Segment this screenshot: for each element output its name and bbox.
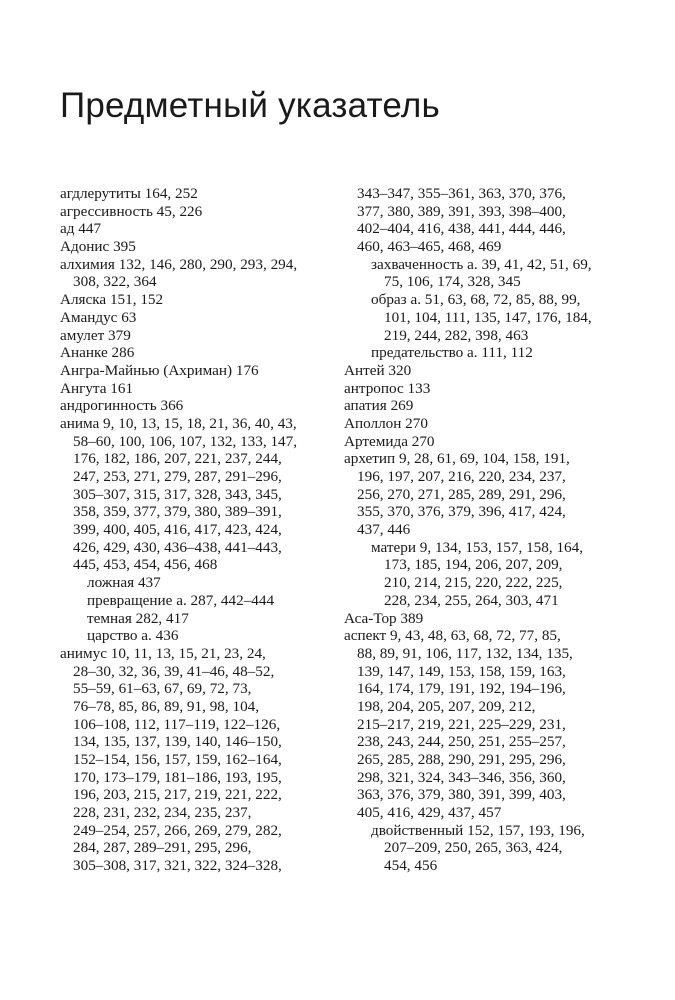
- index-continuation-line: 402–404, 416, 438, 441, 444, 446,: [357, 220, 566, 238]
- index-entry: Артемида 270: [344, 432, 435, 450]
- index-continuation-line: 88, 89, 91, 106, 117, 132, 134, 135,: [357, 644, 573, 662]
- index-entry: Ананке 286: [60, 344, 135, 362]
- index-continuation-line: 249–254, 257, 266, 269, 279, 282,: [73, 821, 282, 839]
- index-continuation-line: 256, 270, 271, 285, 289, 291, 296,: [357, 485, 566, 503]
- index-continuation-line: 426, 429, 430, 436–438, 441–443,: [73, 538, 282, 556]
- index-continuation-line: 196, 197, 207, 216, 220, 234, 237,: [357, 468, 566, 485]
- index-subentry: превращение а. 287, 442–444: [87, 591, 275, 609]
- index-continuation-line: 228, 234, 255, 264, 303, 471: [384, 591, 559, 609]
- index-continuation-line: 173, 185, 194, 206, 207, 209,: [384, 556, 563, 574]
- index-entry: аспект 9, 43, 48, 63, 68, 72, 77, 85,: [344, 627, 561, 645]
- index-continuation-line: 196, 203, 215, 217, 219, 221, 222,: [73, 786, 282, 804]
- index-continuation-line: 176, 182, 186, 207, 221, 237, 244,: [73, 450, 282, 468]
- page-title: Предметный указатель: [60, 86, 440, 125]
- index-entry: Аполлон 270: [344, 414, 428, 432]
- index-continuation-line: 343–347, 355–361, 363, 370, 376,: [357, 185, 566, 202]
- index-continuation-line: 134, 135, 137, 139, 140, 146–150,: [73, 733, 282, 751]
- index-continuation-line: 284, 287, 289–291, 295, 296,: [73, 839, 252, 857]
- index-continuation-line: 215–217, 219, 221, 225–229, 231,: [357, 715, 566, 733]
- index-continuation-line: 228, 231, 232, 234, 235, 237,: [73, 804, 252, 822]
- index-continuation-line: 152–154, 156, 157, 159, 162–164,: [73, 751, 282, 768]
- index-subentry: царство а. 436: [87, 627, 179, 645]
- index-entry: Антей 320: [344, 361, 412, 379]
- index-entry: апатия 269: [344, 397, 414, 415]
- index-continuation-line: 76–78, 85, 86, 89, 91, 98, 104,: [73, 697, 260, 715]
- index-entry: Ангута 161: [60, 379, 134, 397]
- index-column-right: [344, 185, 619, 875]
- index-subentry: ложная 437: [87, 574, 161, 592]
- index-continuation-line: 238, 243, 244, 250, 251, 255–257,: [357, 733, 566, 751]
- index-continuation-line: 454, 456: [384, 857, 438, 875]
- index-continuation-line: 405, 416, 429, 437, 457: [357, 804, 502, 822]
- index-subentry: образ а. 51, 63, 68, 72, 85, 88, 99,: [371, 291, 581, 309]
- index-continuation-line: 298, 321, 324, 343–346, 356, 360,: [357, 768, 566, 786]
- index-subentry: предательство а. 111, 112: [371, 344, 533, 362]
- index-entry: анима 9, 10, 13, 15, 18, 21, 36, 40, 43,: [60, 414, 297, 432]
- index-continuation-line: 55–59, 61–63, 67, 69, 72, 73,: [73, 680, 252, 698]
- index-entry: Аляска 151, 152: [60, 291, 164, 309]
- index-continuation-line: 58–60, 100, 106, 107, 132, 133, 147,: [73, 432, 298, 450]
- index-continuation-line: 460, 463–465, 468, 469: [357, 238, 502, 256]
- index-continuation-line: 210, 214, 215, 220, 222, 225,: [384, 574, 563, 592]
- index-entry: амулет 379: [60, 326, 131, 344]
- index-subentry: двойственный 152, 157, 193, 196,: [371, 821, 585, 839]
- index-continuation-line: 101, 104, 111, 135, 147, 176, 184,: [384, 308, 592, 326]
- index-continuation-line: 358, 359, 377, 379, 380, 389–391,: [73, 503, 282, 521]
- index-continuation-line: 75, 106, 174, 328, 345: [384, 273, 521, 291]
- index-subentry: темная 282, 417: [87, 609, 189, 627]
- index-subentry: захваченность а. 39, 41, 42, 51, 69,: [371, 255, 592, 273]
- index-continuation-line: 363, 376, 379, 380, 391, 399, 403,: [357, 786, 566, 804]
- index-entry: архетип 9, 28, 61, 69, 104, 158, 191,: [344, 450, 570, 468]
- index-continuation-line: 164, 174, 179, 191, 192, 194–196,: [357, 680, 566, 698]
- index-continuation-line: 219, 244, 282, 398, 463: [384, 326, 529, 344]
- index-entry: алхимия 132, 146, 280, 290, 293, 294,: [60, 255, 298, 273]
- index-continuation-line: 28–30, 32, 36, 39, 41–46, 48–52,: [73, 662, 275, 680]
- index-continuation-line: 106–108, 112, 117–119, 122–126,: [73, 715, 281, 733]
- index-entry: агрессивность 45, 226: [60, 202, 203, 220]
- index-continuation-line: 445, 453, 454, 456, 468: [73, 556, 218, 574]
- index-continuation-line: 399, 400, 405, 416, 417, 423, 424,: [73, 521, 282, 539]
- index-entry: Адонис 395: [60, 238, 136, 256]
- index-continuation-line: 355, 370, 376, 379, 396, 417, 424,: [357, 503, 566, 521]
- index-continuation-line: 198, 204, 205, 207, 209, 212,: [357, 697, 536, 715]
- index-subentry: матери 9, 134, 153, 157, 158, 164,: [371, 538, 584, 556]
- index-entry: Аса-Тор 389: [344, 609, 424, 627]
- index-continuation-line: 437, 446: [357, 521, 411, 539]
- index-column-left: [60, 185, 328, 875]
- index-continuation-line: 265, 285, 288, 290, 291, 295, 296,: [357, 751, 566, 768]
- index-entry: андрогинность 366: [60, 397, 184, 415]
- index-entry: антропос 133: [344, 379, 431, 397]
- index-entry: Ангра-Майнью (Ахриман) 176: [60, 361, 259, 379]
- index-entry: Амандус 63: [60, 308, 137, 326]
- index-entry: анимус 10, 11, 13, 15, 21, 23, 24,: [60, 644, 266, 662]
- index-continuation-line: 308, 322, 364: [73, 273, 157, 291]
- index-continuation-line: 305–308, 317, 321, 322, 324–328,: [73, 857, 282, 875]
- index-entry: ад 447: [60, 220, 102, 238]
- index-continuation-line: 247, 253, 271, 279, 287, 291–296,: [73, 468, 282, 485]
- index-continuation-line: 170, 173–179, 181–186, 193, 195,: [73, 768, 282, 786]
- index-continuation-line: 139, 147, 149, 153, 158, 159, 163,: [357, 662, 566, 680]
- index-continuation-line: 377, 380, 389, 391, 393, 398–400,: [357, 202, 566, 220]
- index-entry: агдлерутиты 164, 252: [60, 185, 198, 202]
- index-continuation-line: 207–209, 250, 265, 363, 424,: [384, 839, 563, 857]
- index-continuation-line: 305–307, 315, 317, 328, 343, 345,: [73, 485, 282, 503]
